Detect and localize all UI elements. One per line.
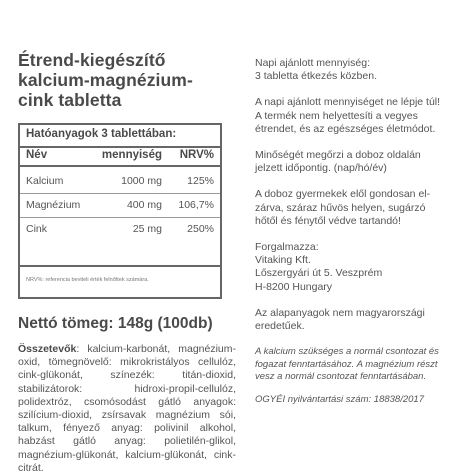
nutrient-name: Magnézium	[26, 199, 81, 211]
product-title	[18, 50, 236, 110]
divider	[20, 193, 220, 194]
table-footnote: NRV%: referencia beviteli érték felnőttek számára.	[26, 277, 149, 283]
title-line: Étrend-kiegészítő	[18, 50, 166, 70]
divider	[20, 217, 220, 218]
divider	[20, 146, 220, 148]
net-weight: Nettó tömeg: 148g (100db)	[18, 315, 213, 332]
nutrition-table	[18, 123, 222, 299]
divider	[20, 165, 220, 167]
distributor-line: H-8200 Hungary	[255, 280, 333, 293]
warning-block	[255, 96, 461, 136]
ingredients-text	[18, 343, 236, 475]
table-row	[20, 199, 220, 213]
nutrient-quantity: 1000 mg	[121, 175, 162, 187]
nutrient-name: Kalcium	[26, 175, 64, 187]
origin-block	[255, 307, 461, 333]
table-row	[20, 223, 220, 237]
origin-line: Az alapanyagok nem magyarországi	[255, 306, 425, 319]
storage-line: hőtől és fénytől védve tartandó!	[255, 214, 401, 227]
health-claim-block	[255, 346, 461, 384]
right-column	[255, 57, 461, 417]
health-claim-line: vesz a normál csontozat fenntartásában.	[255, 371, 427, 383]
storage-line: zárva, száraz hűvös helyen, sugárzó	[255, 201, 426, 214]
column-header-name: Név	[26, 149, 48, 161]
distributor-block	[255, 241, 461, 294]
storage-block	[255, 188, 461, 228]
origin-line: eredetűek.	[255, 320, 305, 333]
nutrient-quantity: 25 mg	[132, 223, 162, 235]
ingredients-list: : kalcium-karbonát, magnézium-oxid, tömegnövelő: mikrokristályos cellulóz, cink-glükonát, színezék: titán-dioxid, stabilizátorok: hidroxi-propil-cellulóz, polidextróz, csomósodást gátló anyagok: szilícium-dioxid, zsírsavak magnézium sói, talkum, fényező anyag: polivinil alkohol, habzást gátló anyag: polietilén-glikol, magnézium-glükonát, kalcium-glükonát, cink-citrát.	[18, 343, 236, 474]
distributor-line: Vitaking Kft.	[255, 254, 311, 267]
left-column	[18, 50, 236, 475]
distributor-line: Forgalmazza:	[255, 241, 319, 254]
best-before-block	[255, 149, 461, 175]
dosage-title: Napi ajánlott mennyiség:	[255, 57, 370, 69]
registration-line: OGYÉI nyilvántartási szám: 18838/2017	[255, 394, 424, 406]
health-claim-line: A kalcium szükséges a normál csontozat és	[255, 346, 439, 358]
warning-line: A termék nem helyettesíti a vegyes	[255, 109, 418, 122]
health-claim-line: fogazat fenntartásához. A magnézium részt	[255, 358, 438, 370]
nutrient-quantity: 400 mg	[126, 199, 162, 211]
dosage-block	[255, 57, 461, 83]
title-line: kalcium-magnézium-	[18, 70, 193, 90]
nutrient-name: Cink	[26, 223, 48, 235]
best-before-line: jelzett időpontig. (nap/hó/év)	[255, 162, 387, 175]
nutrient-nrv: 250%	[187, 223, 214, 235]
column-header-quantity: mennyiség	[101, 149, 162, 161]
registration-number	[255, 394, 461, 407]
nutrient-nrv: 106,7%	[178, 199, 214, 211]
nutrient-nrv: 125%	[187, 175, 214, 187]
dosage-text: 3 tabletta étkezés közben.	[255, 70, 377, 83]
ingredients-label: Összetevők	[18, 343, 77, 355]
column-header-nrv: NRV%	[179, 149, 214, 161]
table-row	[20, 175, 220, 189]
title-line: cink tabletta	[18, 90, 122, 110]
distributor-line: Lőszergyári út 5. Veszprém	[255, 267, 383, 280]
warning-line: étrendet, és az egészséges életmódot.	[255, 122, 436, 135]
storage-line: A doboz gyermekek elől gondosan el-	[255, 188, 431, 201]
table-header: Hatóanyagok 3 tablettában:	[26, 128, 177, 140]
column-headers	[20, 149, 220, 165]
warning-line: A napi ajánlott mennyiséget ne lépje túl!	[255, 96, 441, 109]
divider	[20, 265, 220, 267]
best-before-line: Minőségét megőrzi a doboz oldalán	[255, 149, 421, 162]
